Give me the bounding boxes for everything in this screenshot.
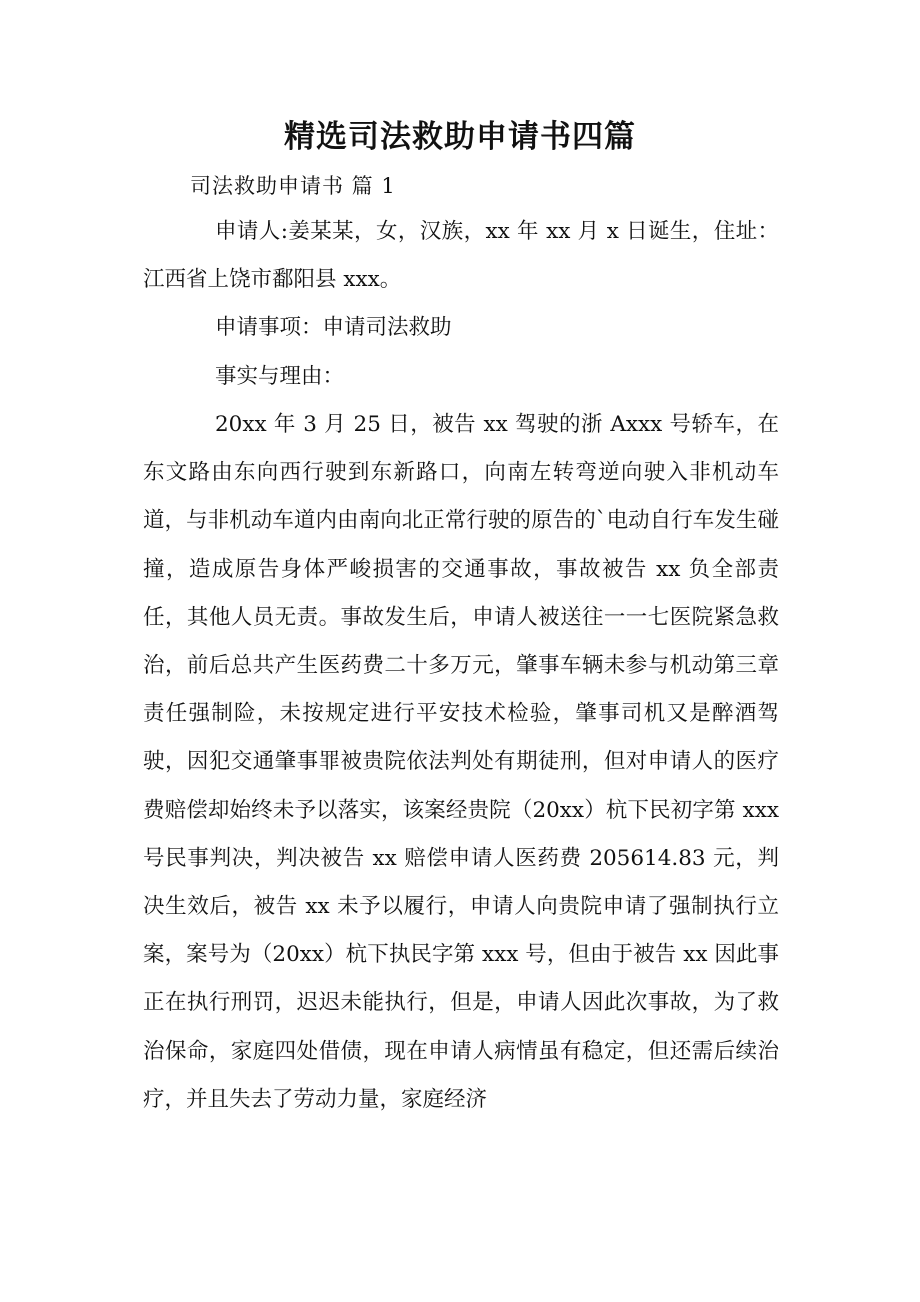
document-title: 精选司法救助申请书四篇 [284, 119, 636, 155]
facts-body-paragraph: 20xx 年 3 月 25 日，被告 xx 驾驶的浙 Axxx 号轿车，在东文路由东向西行驶到东新路口，向南左转弯逆向驶入非机动车道，与非机动车道内由南向北正常行驶的原告的`电动自行车发生碰撞，造成原告身体严峻损害的交通事故，事故被告 xx 负全部责任，其他人员无责。事故发生后，申请人被送往一一七医院紧急救治，前后总共产生医药费二十多万元，肇事车辆未参与机动第三章责任强制险，未按规定进行平安技术检验，肇事司机又是醉酒驾驶，因犯交通肇事罪被贵院依法判处有期徒刑，但对申请人的医疗费赔偿却始终未予以落实，该案经贵院（20xx）杭下民初字第 xxx 号民事判决，判决被告 xx 赔偿申请人医药费 205614.83 元，判决生效后，被告 xx 未予以履行，申请人向贵院申请了强制执行立案，案号为（20xx）杭下执民字第 xxx 号，但由于被告 xx 因此事正在执行刑罚，迟迟未能执行，但是，申请人因此次事故，为了救治保命，家庭四处借债，现在申请人病情虽有稳定，但还需后续治疗，并且失去了劳动力量，家庭经济 [143, 412, 779, 1112]
facts-heading: 事实与理由： [215, 364, 345, 389]
request-matter-paragraph: 申请事项：申请司法救助 [215, 315, 452, 340]
applicant-paragraph: 申请人:姜某某，女，汉族，xx 年 xx 月 x 日诞生，住址：江西省上饶市鄱阳县 xxx。 [143, 219, 779, 293]
section-heading: 司法救助申请书 篇 1 [190, 174, 396, 198]
